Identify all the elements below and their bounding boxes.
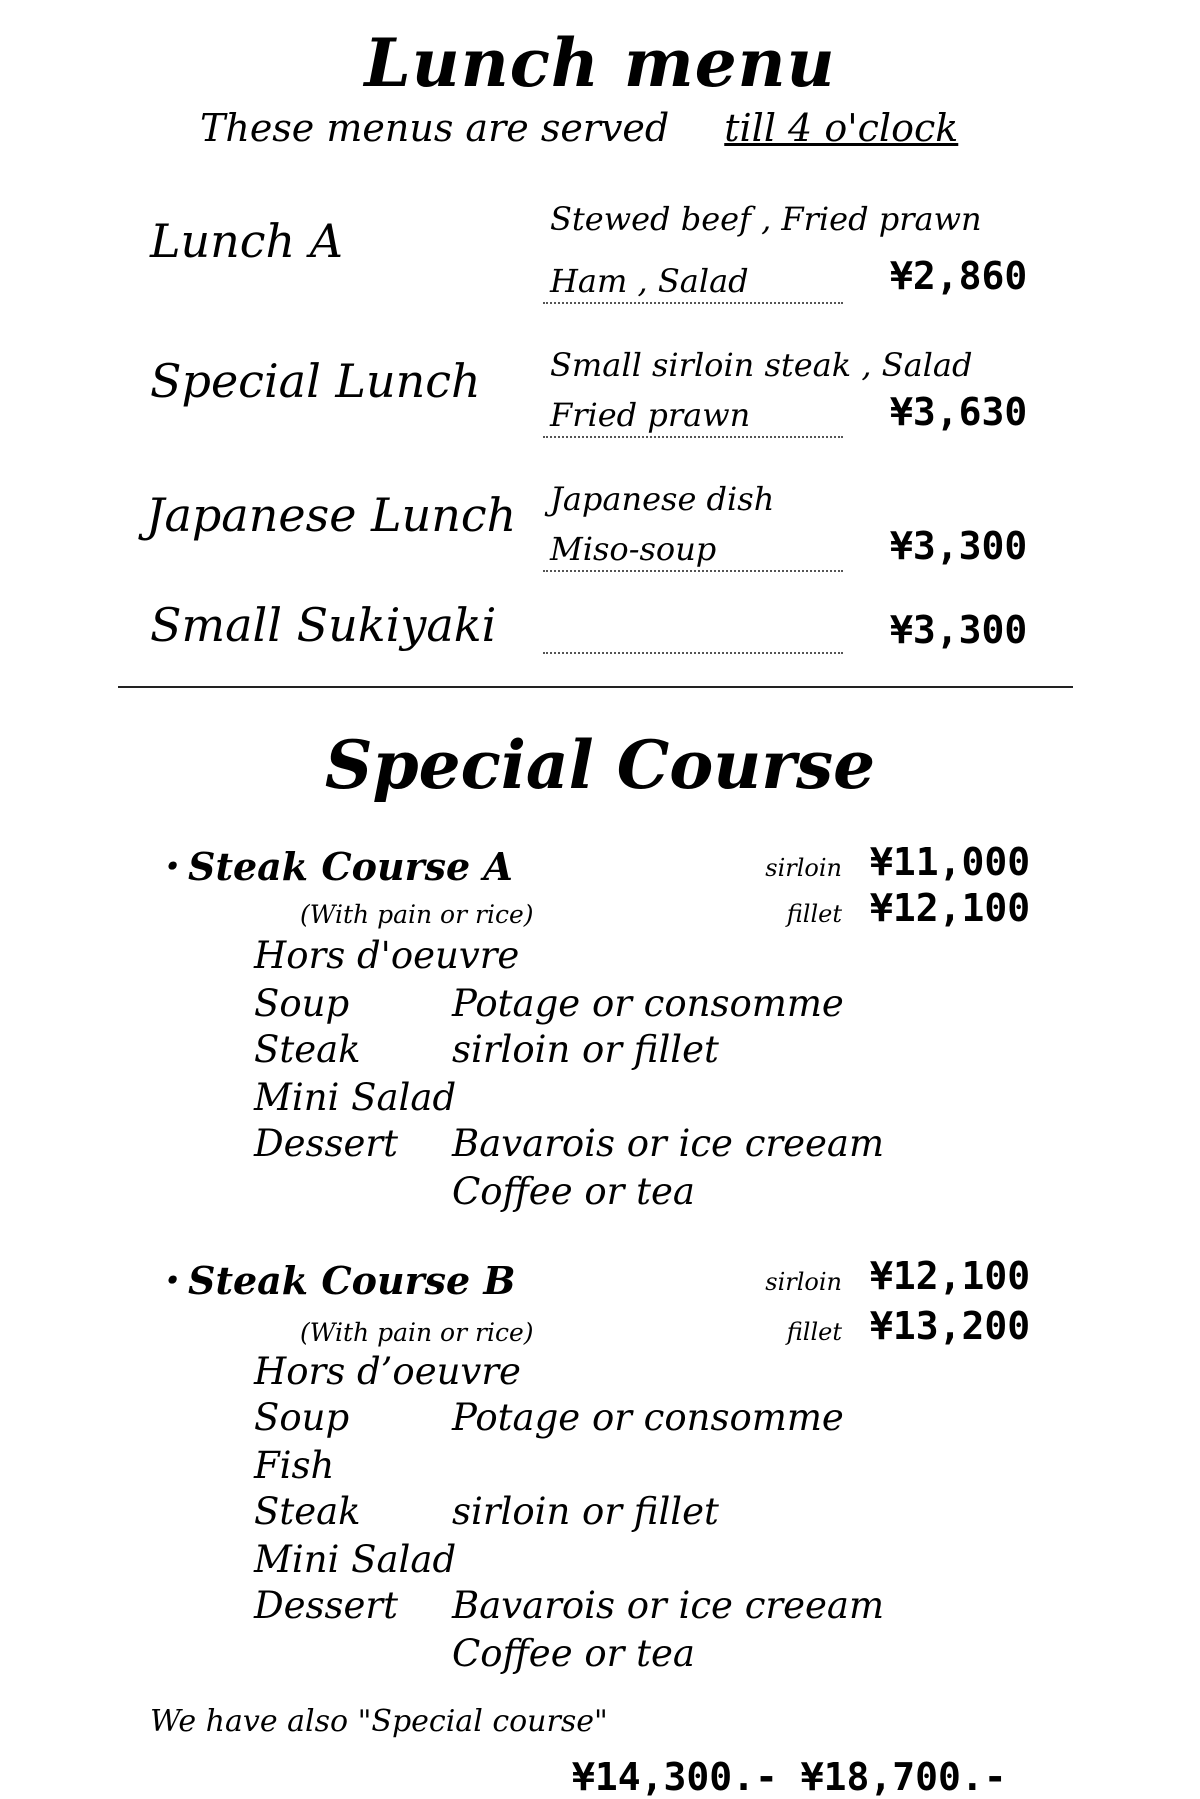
lunch-item-name: Lunch A (150, 214, 344, 268)
course-item-label: Steak (254, 1490, 361, 1533)
course-item-label: Mini Salad (254, 1076, 457, 1119)
course-item-label: Fish (254, 1444, 335, 1487)
course-price: ¥12,100 (870, 886, 1031, 930)
course-price: ¥12,100 (870, 1254, 1031, 1298)
lunch-item-line1: Japanese dish (550, 480, 775, 518)
special-course-title: Special Course (324, 726, 876, 804)
cut-label: sirloin (765, 854, 842, 882)
lunch-item-line2: Fried prawn (550, 396, 751, 434)
course-note: (With pain or rice) (300, 1318, 534, 1347)
lunch-item-price: ¥3,300 (890, 524, 1028, 568)
course-price: ¥13,200 (870, 1304, 1031, 1348)
dotted-leader (543, 436, 843, 438)
dotted-leader (543, 570, 843, 572)
course-name: ・Steak Course B (150, 1258, 516, 1303)
course-item-value: Potage or consomme (452, 1396, 844, 1439)
course-item-label: Hors d’oeuvre (254, 1350, 521, 1393)
lunch-item-line2: Miso-soup (550, 530, 717, 568)
lunch-item-name: Special Lunch (150, 354, 481, 408)
section-divider (118, 686, 1073, 688)
course-item-value: sirloin or fillet (452, 1490, 719, 1533)
course-item-label: Dessert (254, 1122, 398, 1165)
course-item-value: sirloin or fillet (452, 1028, 719, 1071)
course-item-label: Steak (254, 1028, 361, 1071)
course-item-label: Soup (254, 1396, 350, 1439)
course-name: ・Steak Course A (150, 844, 513, 889)
lunch-item-price: ¥2,860 (890, 254, 1028, 298)
lunch-item-price: ¥3,300 (890, 608, 1028, 652)
course-note: (With pain or rice) (300, 900, 534, 929)
dotted-leader (543, 302, 843, 304)
cut-label: sirloin (765, 1268, 842, 1296)
course-item-label: Mini Salad (254, 1538, 457, 1581)
lunch-menu-title: Lunch menu (364, 24, 836, 102)
course-item-value: Bavarois or ice creeam (452, 1584, 885, 1627)
cut-label: fillet (786, 900, 842, 928)
course-item-value: Coffee or tea (452, 1170, 695, 1213)
course-price: ¥11,000 (870, 840, 1031, 884)
special-course-note: We have also "Special course" (150, 1704, 608, 1739)
course-item-label: Hors d'oeuvre (254, 934, 520, 977)
lunch-item-line1: Stewed beef , Fried prawn (550, 200, 982, 238)
lunch-item-line1: Small sirloin steak , Salad (550, 346, 973, 384)
cut-label: fillet (786, 1318, 842, 1346)
course-item-label: Dessert (254, 1584, 398, 1627)
special-course-prices: ¥14,300.- ¥18,700.- (572, 1755, 1007, 1799)
served-time: till 4 o'clock (724, 106, 959, 150)
served-text: These menus are served (200, 106, 670, 150)
lunch-item-line2: Ham , Salad (550, 262, 749, 300)
course-item-value: Bavarois or ice creeam (452, 1122, 885, 1165)
lunch-item-name: Japanese Lunch (146, 488, 517, 542)
course-item-value: Coffee or tea (452, 1632, 695, 1675)
course-item-label: Soup (254, 982, 350, 1025)
dotted-leader (543, 652, 843, 654)
course-item-value: Potage or consomme (452, 982, 844, 1025)
lunch-subtitle (200, 106, 958, 150)
lunch-item-name: Small Sukiyaki (150, 598, 497, 652)
lunch-item-price: ¥3,630 (890, 390, 1028, 434)
